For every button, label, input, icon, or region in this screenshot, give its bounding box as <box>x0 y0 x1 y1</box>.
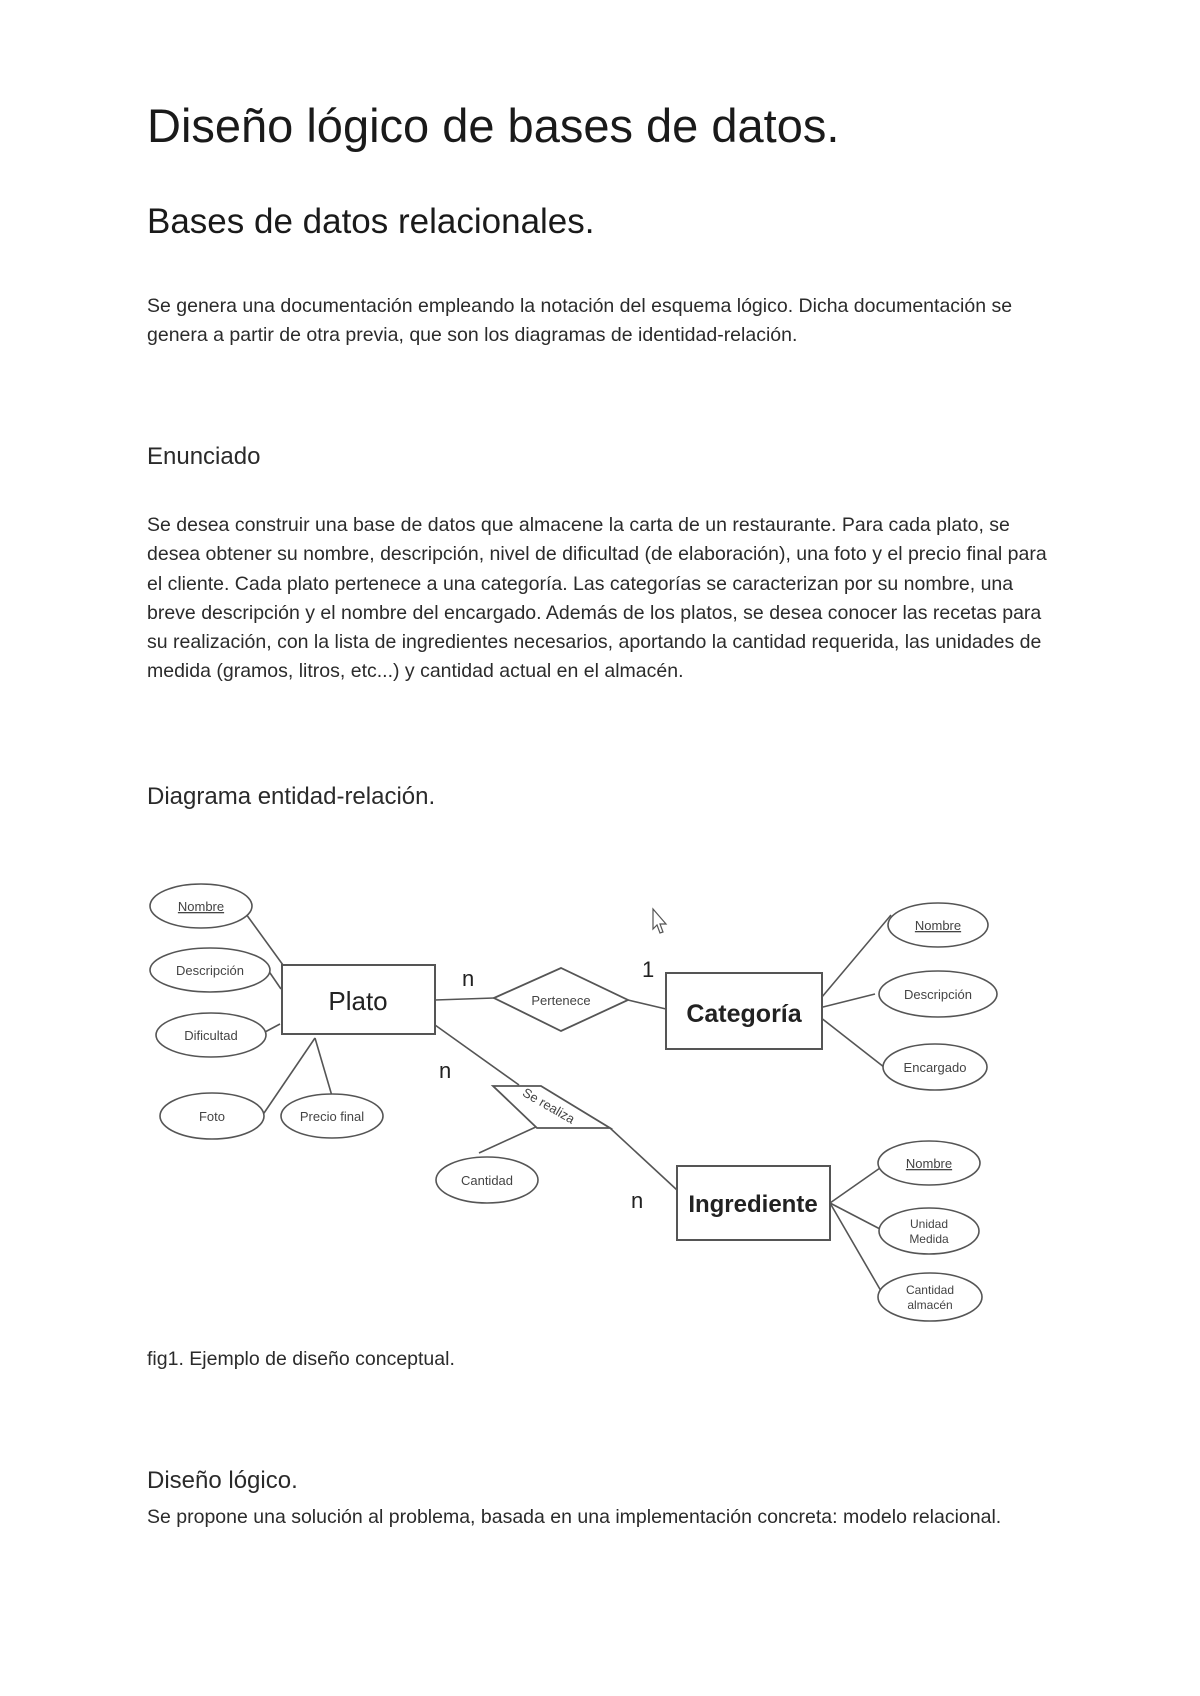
statement-heading: Enunciado <box>147 443 261 470</box>
svg-text:Cantidad: Cantidad <box>460 1173 514 1188</box>
svg-text:Categoría: Categoría <box>686 1000 802 1028</box>
svg-text:Ingrediente: Ingrediente <box>688 1191 818 1218</box>
svg-text:Precio final: Precio final <box>299 1109 365 1124</box>
cardinality-ingrediente-realiza: n <box>631 1188 644 1213</box>
document-title: Diseño lógico de bases de datos. <box>147 99 840 152</box>
attribute-plato-precio <box>281 1094 383 1138</box>
connector-line <box>479 1126 538 1153</box>
attribute-ingrediente-cantidad-almacen <box>878 1273 982 1321</box>
figure-caption: fig1. Ejemplo de diseño conceptual. <box>147 1348 455 1370</box>
document-subtitle: Bases de datos relacionales. <box>147 202 595 241</box>
connector-line <box>830 1168 880 1203</box>
entity-plato <box>282 965 435 1034</box>
connector-line <box>435 998 494 1000</box>
er-diagram-figure <box>145 845 1055 1325</box>
attribute-plato-foto <box>160 1093 264 1139</box>
svg-text:Medida: Medida <box>909 1232 949 1246</box>
svg-text:Dificultad: Dificultad <box>184 1028 238 1043</box>
attribute-plato-descripcion <box>150 948 270 992</box>
svg-text:Nombre: Nombre <box>177 899 225 914</box>
svg-text:Descripción: Descripción <box>904 987 972 1002</box>
attribute-plato-dificultad <box>156 1013 266 1057</box>
svg-text:Unidad: Unidad <box>909 1217 949 1231</box>
mouse-cursor-icon <box>653 909 666 933</box>
statement-paragraph: Se desea construir una base de datos que almacene la carta de un restaurante. Para cada plato, se desea obtener su nombre, descripción, nivel de dificultad (de elaboración), una foto y el precio final para el cliente. Cada plato pertenece a una categoría. Las categorías se caracterizan por su nombre, una breve descripción y el nombre del encargado. Además de los platos, se desea conocer las recetas para su realización, con la lista de ingredientes necesarios, aportando la cantidad requerida, las unidades de medida (gramos, litros, etc...) y cantidad actual en el almacén. <box>147 514 1047 683</box>
attribute-plato-nombre <box>150 884 252 928</box>
svg-text:Nombre: Nombre <box>914 918 962 933</box>
svg-text:Foto: Foto <box>198 1109 226 1124</box>
attribute-categoria-encargado <box>883 1044 987 1090</box>
entity-categoria <box>666 973 822 1049</box>
connector-line <box>265 1024 280 1032</box>
diagram-heading: Diagrama entidad-relación. <box>147 783 436 810</box>
svg-text:Cantidad: Cantidad <box>905 1283 955 1297</box>
svg-text:almacén: almacén <box>907 1298 953 1312</box>
relationship-se-realiza <box>493 1085 610 1128</box>
connector-line <box>315 1038 332 1096</box>
entity-ingrediente <box>677 1166 830 1240</box>
svg-text:Pertenece: Pertenece <box>531 993 591 1008</box>
logical-design-heading: Diseño lógico. <box>147 1467 298 1494</box>
connector-line <box>628 1000 666 1009</box>
svg-text:Descripción: Descripción <box>176 963 244 978</box>
cardinality-plato-realiza: n <box>439 1058 452 1083</box>
svg-text:Encargado: Encargado <box>903 1060 967 1075</box>
attribute-categoria-nombre <box>888 903 988 947</box>
attribute-categoria-descripcion <box>879 971 997 1017</box>
svg-text:Se realiza: Se realiza <box>519 1084 578 1127</box>
svg-text:Plato: Plato <box>328 986 388 1016</box>
connector-line <box>610 1128 677 1190</box>
cardinality-categoria-pertenece: 1 <box>642 957 655 982</box>
attribute-ingrediente-unidad-medida <box>879 1208 979 1254</box>
cardinality-plato-pertenece: n <box>462 966 475 991</box>
logical-design-paragraph: Se propone una solución al problema, basada en una implementación concreta: modelo relacional. <box>147 1506 1002 1528</box>
svg-text:Nombre: Nombre <box>905 1156 953 1171</box>
intro-paragraph: Se genera una documentación empleando la notación del esquema lógico. Dicha documentación se genera a partir de otra previa, que son los diagramas de identidad-relación. <box>147 295 1013 347</box>
attribute-ingrediente-nombre <box>878 1141 980 1185</box>
attribute-relacion-cantidad <box>436 1157 538 1203</box>
relationship-pertenece <box>494 968 628 1031</box>
